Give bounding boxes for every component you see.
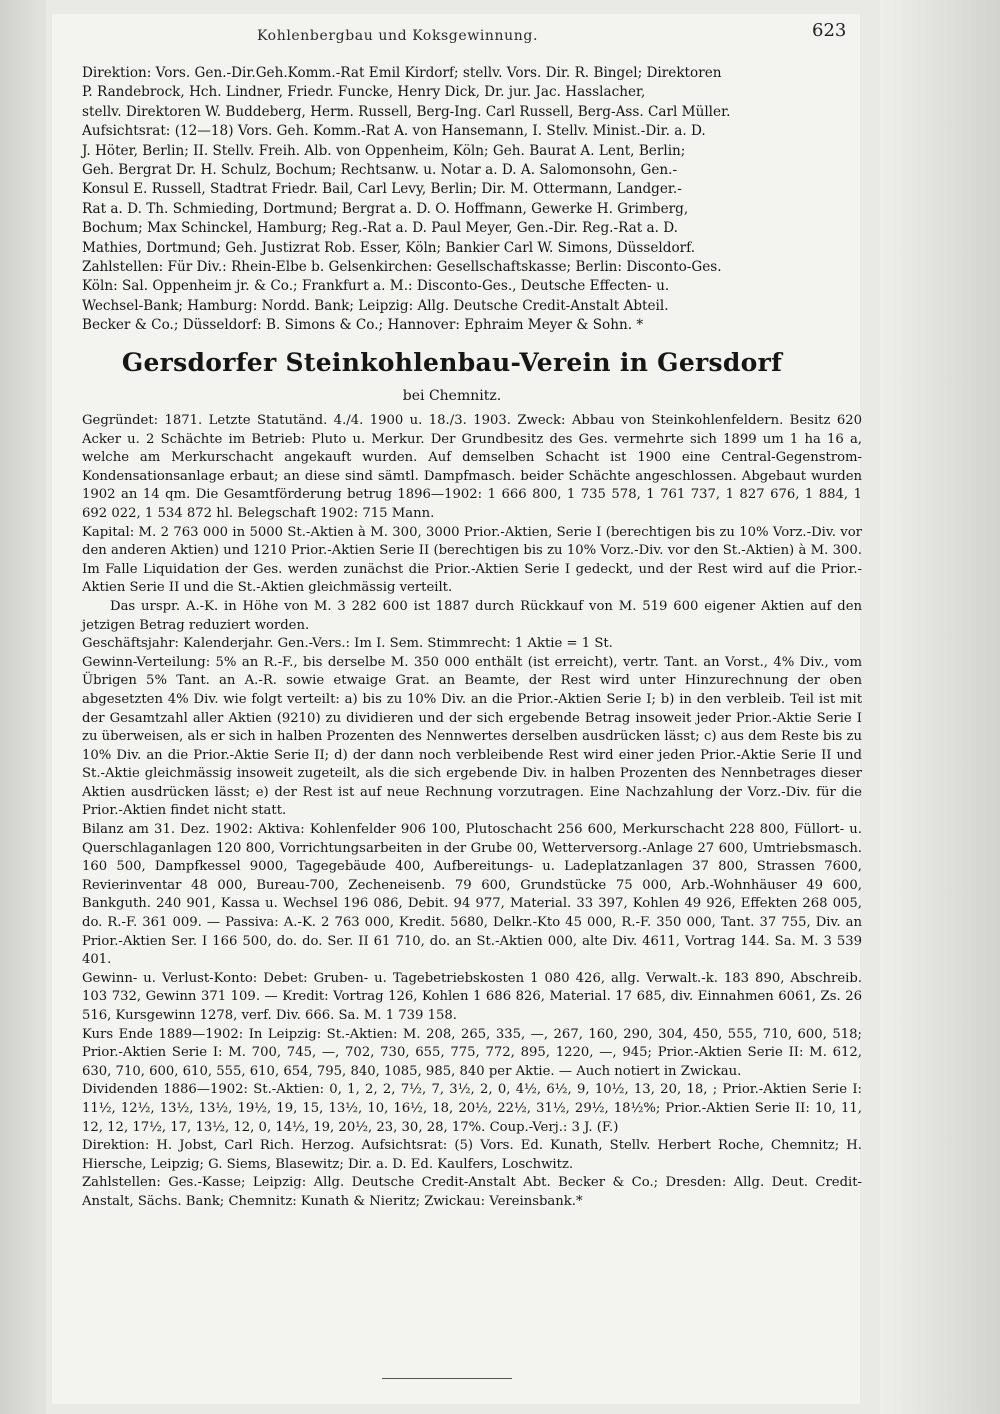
paragraph-original-capital: Das urspr. A.-K. in Höhe von M. 3 282 600 ist 1887 durch Rückkauf von M. 519 600 eigener Aktien auf den jetzigen Betrag reduziert worden.: [82, 598, 862, 633]
section-divider: [382, 1378, 512, 1379]
adjacent-page-edge: [0, 0, 46, 1414]
top-line: Aufsichtsrat: (12—18) Vors. Geh. Komm.-Rat A. von Hansemann, I. Stellv. Minist.-Dir. a. D.: [82, 123, 706, 140]
article-body: [82, 412, 862, 1212]
running-title: Kohlenbergbau und Koksgewinnung.: [257, 28, 538, 44]
top-line: Direktion: Vors. Gen.-Dir.Geh.Komm.-Rat Emil Kirdorf; stellv. Vors. Dir. R. Bingel; Direktoren: [82, 65, 722, 81]
document-page: [52, 14, 860, 1404]
top-line: Konsul E. Russell, Stadtrat Friedr. Bail, Carl Levy, Berlin; Dir. M. Ottermann, Landger.-: [82, 181, 682, 198]
top-line: J. Höter, Berlin; II. Stellv. Freih. Alb. von Oppenheim, Köln; Geh. Baurat A. Lent, Berlin;: [82, 142, 686, 159]
top-line: Becker & Co.; Düsseldorf: B. Simons & Co.; Hannover: Ephraim Meyer & Sohn. *: [82, 317, 644, 334]
top-line: Zahlstellen: Für Div.: Rhein-Elbe b. Gelsenkirchen: Gesellschaftskasse; Berlin: Disconto-Ges.: [82, 259, 722, 276]
top-line: Geh. Bergrat Dr. H. Schulz, Bochum; Rechtsanw. u. Notar a. D. A. Salomonsohn, Gen.-: [82, 162, 678, 179]
paragraph-dividends: Dividenden 1886—1902: St.-Aktien: 0, 1, 2, 2, 7½, 7, 3½, 2, 0, 4½, 6½, 9, 10½, 13, 20, 18, ; Prior.-Aktien Serie I: 11½, 12½, 13½, 13½, 19½, 19, 15, 13½, 10, 16½, 18, 20½, 22½, 31½, 29½, 18½%; Prior.-Aktien Serie II: 10, 11, 12, 12, 17½, 17, 13½, 12, 0, 14½, 19, 20½, 23, 30, 28, 17%. Coup.-Verj.: 3 J. (F.): [82, 1082, 862, 1135]
page-number: 623: [812, 20, 847, 41]
top-line: Wechsel-Bank; Hamburg: Nordd. Bank; Leipzig: Allg. Deutsche Credit-Anstalt Abteil.: [82, 297, 669, 314]
top-line: Bochum; Max Schinckel, Hamburg; Reg.-Rat a. D. Paul Meyer, Gen.-Dir. Reg.-Rat a. D.: [82, 220, 678, 237]
paragraph-share-prices: Kurs Ende 1889—1902: In Leipzig: St.-Aktien: M. 208, 265, 335, —, 267, 160, 290, 304, 450, 555, 710, 600, 518; Prior.-Aktien Serie I: M. 700, 745, —, 702, 730, 655, 775, 772, 895, 1220, —, 945; Prior.-Aktien Serie II: M. 612, 630, 710, 600, 610, 555, 610, 654, 795, 840, 1085, 985, 840 per Aktie. — Auch notiert in Zwickau.: [82, 1026, 862, 1079]
top-line: Mathies, Dortmund; Geh. Justizrat Rob. Esser, Köln; Bankier Carl W. Simons, Düsseldorf.: [82, 239, 696, 256]
paragraph-capital: Kapital: M. 2 763 000 in 5000 St.-Aktien à M. 300, 3000 Prior.-Aktien, Serie I (berechtigen bis zu 10% Vorz.-Div. vor den anderen Aktien) und 1210 Prior.-Aktien Serie II (berechtigen bis zu 10% Vorz.-Div. vor den St.-Aktien) à M. 300. Im Falle Liquidation der Ges. werden zunächst die Prior.-Aktien Serie I gedeckt, und der Rest wird auf die Prior.-Aktien Serie II und die St.-Aktien gleichmässig verteilt.: [82, 524, 862, 596]
paragraph-balance-sheet: Bilanz am 31. Dez. 1902: Aktiva: Kohlenfelder 906 100, Plutoschacht 256 600, Merkurschacht 228 800, Füllort- u. Querschlaganlagen 120 800, Vorrichtungsarbeiten in der Grube 00, Wetterversorg.-Anlage 27 600, Umtriebsmasch. 160 500, Dampfkessel 9000, Tagegebäude 400, Aufbereitungs- u. Ladeplatzanlagen 37 800, Strassen 7600, Revierinventar 48 000, Bureau-700, Zecheneisenb. 79 600, Grundstücke 75 000, Arb.-Wohnhäuser 49 600, Bankguth. 240 901, Kassa u. Wechsel 196 086, Debit. 94 977, Material. 33 397, Kohlen 49 926, Effekten 268 005, do. R.-F. 361 009. — Passiva: A.-K. 2 763 000, Kredit. 5680, Delkr.-Kto 45 000, R.-F. 350 000, Tant. 37 755, Div. an Prior.-Aktien Ser. I 166 500, do. do. Ser. II 61 710, do. an St.-Aktien 000, alte Div. 4611, Vortrag 144. Sa. M. 3 539 401.: [82, 822, 862, 968]
article-title: Gersdorfer Steinkohlenbau-Verein in Gersdorf: [121, 348, 783, 377]
top-line: stellv. Direktoren W. Buddeberg, Herm. Russell, Berg-Ing. Carl Russell, Berg-Ass. Carl Müller.: [82, 103, 731, 120]
paragraph-fiscal-year: Geschäftsjahr: Kalenderjahr. Gen.-Vers.: Im I. Sem. Stimmrecht: 1 Aktie = 1 St.: [82, 636, 613, 652]
top-section: [82, 64, 862, 336]
book-gutter-shadow: [880, 0, 1000, 1414]
article-subtitle: bei Chemnitz.: [402, 388, 502, 404]
paragraph-founding: Gegründet: 1871. Letzte Statutänd. 4./4. 1900 u. 18./3. 1903. Zweck: Abbau von Steinkohlenfeldern. Besitz 620 Acker u. 2 Schächte im Betrieb: Pluto u. Merkur. Der Grundbesitz des Ges. vermehrte sich 1899 um 1 ha 16 a, welche am Merkurschacht angekauft wurden. Auf demselben Schacht ist 1900 eine Central-Gegenstrom-Kondensationsanlage erbaut; an diese sind sämtl. Dampfmasch. beider Schächte angeschlossen. Abgebaut wurden 1902 an 14 qm. Die Gesamtförderung betrug 1896—1902: 1 666 800, 1 735 578, 1 761 737, 1 827 676, 1 884, 1 692 022, 1 534 872 hl. Belegschaft 1902: 715 Mann.: [82, 413, 862, 521]
top-line: Rat a. D. Th. Schmieding, Dortmund; Bergrat a. D. O. Hoffmann, Gewerke H. Grimberg,: [82, 200, 689, 217]
top-line: P. Randebrock, Hch. Lindner, Friedr. Funcke, Henry Dick, Dr. jur. Jac. Hasslacher,: [82, 84, 646, 101]
paragraph-paying-agents: Zahlstellen: Ges.-Kasse; Leipzig: Allg. Deutsche Credit-Anstalt Abt. Becker & Co.; Dresden: Allg. Deut. Credit-Anstalt, Sächs. Bank; Chemnitz: Kunath & Nieritz; Zwickau: Vereinsbank.*: [82, 1175, 862, 1209]
top-line: Köln: Sal. Oppenheim jr. & Co.; Frankfurt a. M.: Disconto-Ges., Deutsche Effecten- u.: [82, 278, 670, 295]
paragraph-profit-loss: Gewinn- u. Verlust-Konto: Debet: Gruben- u. Tagebetriebskosten 1 080 426, allg. Verwalt.-k. 183 890, Abschreib. 103 732, Gewinn 371 109. — Kredit: Vortrag 126, Kohlen 1 686 826, Material. 17 685, div. Einnahmen 6061, Zs. 26 516, Kursgewinn 1278, verf. Div. 666. Sa. M. 1 739 158.: [82, 970, 862, 1023]
paragraph-profit-distribution: Gewinn-Verteilung: 5% an R.-F., bis derselbe M. 350 000 enthält (ist erreicht), vertr. Tant. an Vorst., 4% Div., vom Übrigen 5% Tant. an A.-R. sowie etwaige Grat. an Beamte, der Rest wird unter Hinzurechnung der oben abgesetzten 4% Div. wie folgt verteilt: a) bis zu 10% Div. an die Prior.-Aktien Serie I; b) in den verbleib. Teil ist mit der Gesamtzahl aller Aktien (9210) zu dividieren und der sich ergebende Betrag insoweit jeder Prior.-Aktie Serie I zu überweisen, als er sich in halben Prozenten des Nennwertes derselben ausdrücken lässt; c) aus dem Reste bis zu 10% Div. an die Prior.-Aktie Serie II; d) der dann noch verbleibende Rest wird einer jeden Prior.-Aktie Serie II und St.-Aktie gleichmässig insoweit zugeteilt, als die sich ergebende Div. in halben Prozenten des Nennbetrages dieser Aktien ausdrücken lässt; e) der Rest ist auf neue Rechnung vorzutragen. Eine Nachzahlung der Vorz.-Div. für die Prior.-Aktien findet nicht statt.: [82, 654, 862, 819]
page-header: [52, 14, 860, 50]
paragraph-management: Direktion: H. Jobst, Carl Rich. Herzog. Aufsichtsrat: (5) Vors. Ed. Kunath, Stellv. Herbert Roche, Chemnitz; H. Hiersche, Leipzig; G. Siems, Blasewitz; Dir. a. D. Ed. Kaulfers, Loschwitz.: [82, 1138, 862, 1172]
